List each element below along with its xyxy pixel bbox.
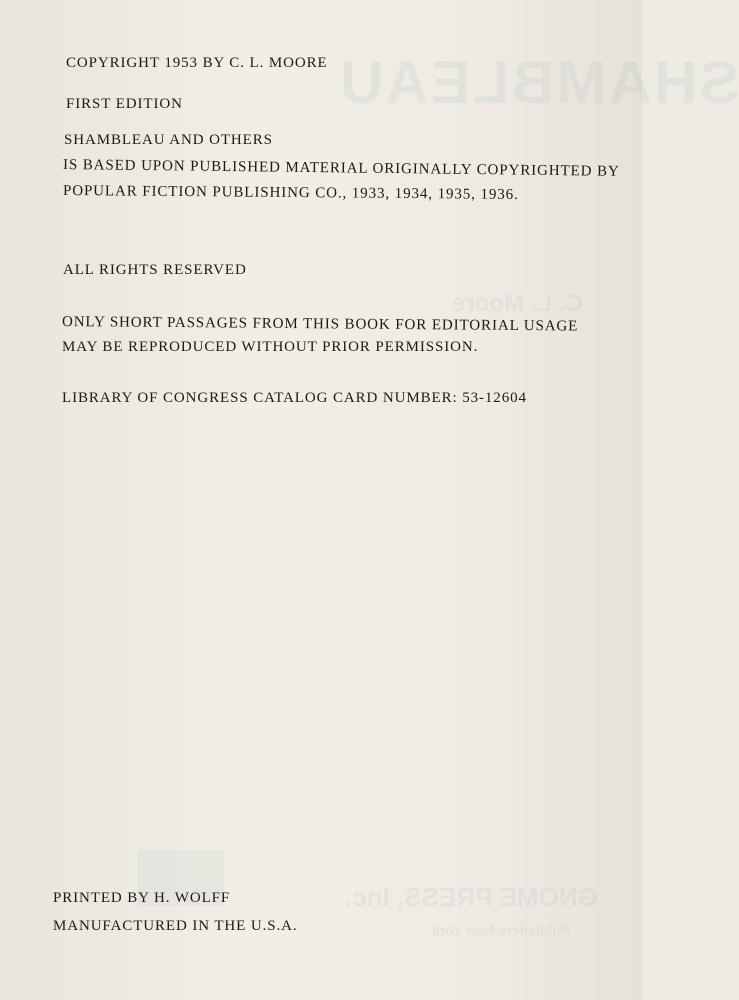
show-through-author: C. L. Moore <box>452 290 583 317</box>
based-on-line-3: POPULAR FICTION PUBLISHING CO., 1933, 1934, 1935, 1936. <box>62 183 519 203</box>
show-through-city: Publishers New York <box>432 922 570 938</box>
printer-line: PRINTED BY H. WOLFF <box>53 890 231 906</box>
based-on-line-2: IS BASED UPON PUBLISHED MATERIAL ORIGINALLY COPYRIGHTED BY <box>62 157 620 180</box>
catalog-number-line: LIBRARY OF CONGRESS CATALOG CARD NUMBER: 53-12604 <box>62 390 527 406</box>
copyright-line: COPYRIGHT 1953 BY C. L. MOORE <box>66 55 328 71</box>
based-on-line-1: SHAMBLEAU AND OTHERS <box>64 132 273 148</box>
permission-line-1: ONLY SHORT PASSAGES FROM THIS BOOK FOR EDITORIAL USAGE <box>61 314 579 335</box>
edition-line: FIRST EDITION <box>66 96 183 112</box>
show-through-publisher: GNOME PRESS, Inc. <box>345 882 598 912</box>
permission-line-2: MAY BE REPRODUCED WITHOUT PRIOR PERMISSION. <box>62 339 479 355</box>
show-through-title: SHAMBLEAU <box>338 49 739 116</box>
rights-line: ALL RIGHTS RESERVED <box>63 262 247 278</box>
manufactured-line: MANUFACTURED IN THE U.S.A. <box>53 918 298 934</box>
